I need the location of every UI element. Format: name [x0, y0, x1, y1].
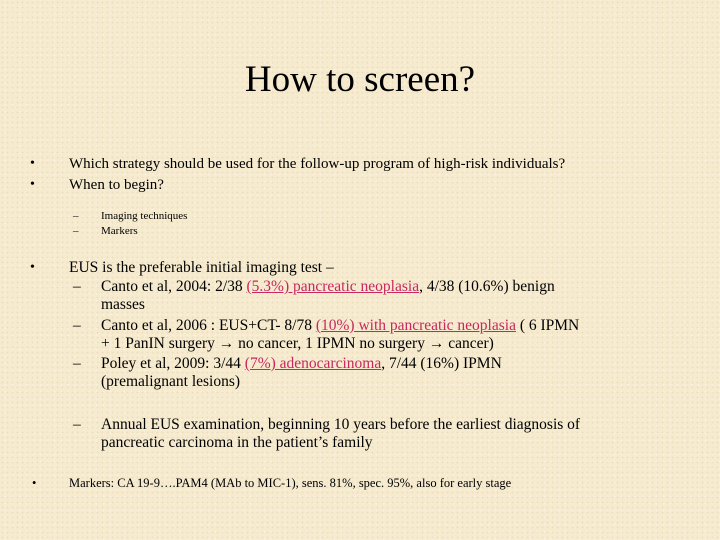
eus-intro: EUS is the preferable initial imaging test –: [69, 259, 334, 276]
bullet-marker: •: [30, 260, 35, 275]
study-text: Canto et al, 2006 : EUS+CT- 8/78: [101, 317, 316, 334]
study-text: Canto et al, 2004: 2/38: [101, 278, 247, 295]
study-text: , 7/44 (16%) IPMN: [381, 355, 502, 372]
sub-item-imaging: Imaging techniques: [101, 210, 188, 222]
dash-marker: –: [73, 225, 79, 237]
study-text: masses: [101, 296, 145, 313]
annual-eus-line: pancreatic carcinoma in the patient’s family: [101, 434, 373, 451]
annual-eus: [101, 416, 711, 452]
dash-marker: –: [73, 416, 81, 433]
bullet-marker: •: [32, 476, 37, 490]
study-text: Poley et al, 2009: 3/44: [101, 355, 245, 372]
dash-marker: –: [73, 210, 79, 222]
study-text: , 4/38 (10.6%) benign: [419, 278, 555, 295]
dash-marker: –: [73, 355, 81, 372]
study-canto-2004: [101, 278, 701, 314]
highlight-adenocarcinoma: (7%) adenocarcinoma: [244, 355, 382, 372]
bullet-marker: •: [30, 177, 35, 192]
question-when: When to begin?: [69, 177, 164, 193]
dash-marker: –: [73, 278, 81, 295]
bullet-marker: •: [30, 156, 35, 171]
slide-title: How to screen?: [244, 59, 476, 100]
study-text: + 1 PanIN surgery → no cancer, 1 IPMN no surgery → cancer): [101, 335, 494, 352]
question-strategy: Which strategy should be used for the follow-up program of high-risk individuals?: [69, 156, 566, 172]
study-poley-2009: [101, 355, 701, 391]
study-text: (premalignant lesions): [101, 373, 241, 390]
markers-note: Markers: CA 19-9….PAM4 (MAb to MIC-1), sens. 81%, spec. 95%, also for early stage: [69, 476, 512, 490]
highlight-pancreatic-neoplasia: (5.3%) pancreatic neoplasia: [246, 278, 420, 295]
highlight-pancreatic-neoplasia: (10%) with pancreatic neoplasia: [315, 317, 516, 334]
sub-item-markers: Markers: [101, 225, 138, 237]
annual-eus-line: Annual EUS examination, beginning 10 years before the earliest diagnosis of: [101, 416, 581, 433]
dash-marker: –: [73, 317, 81, 334]
study-text: ( 6 IPMN: [515, 317, 580, 334]
study-canto-2006: [101, 317, 701, 353]
